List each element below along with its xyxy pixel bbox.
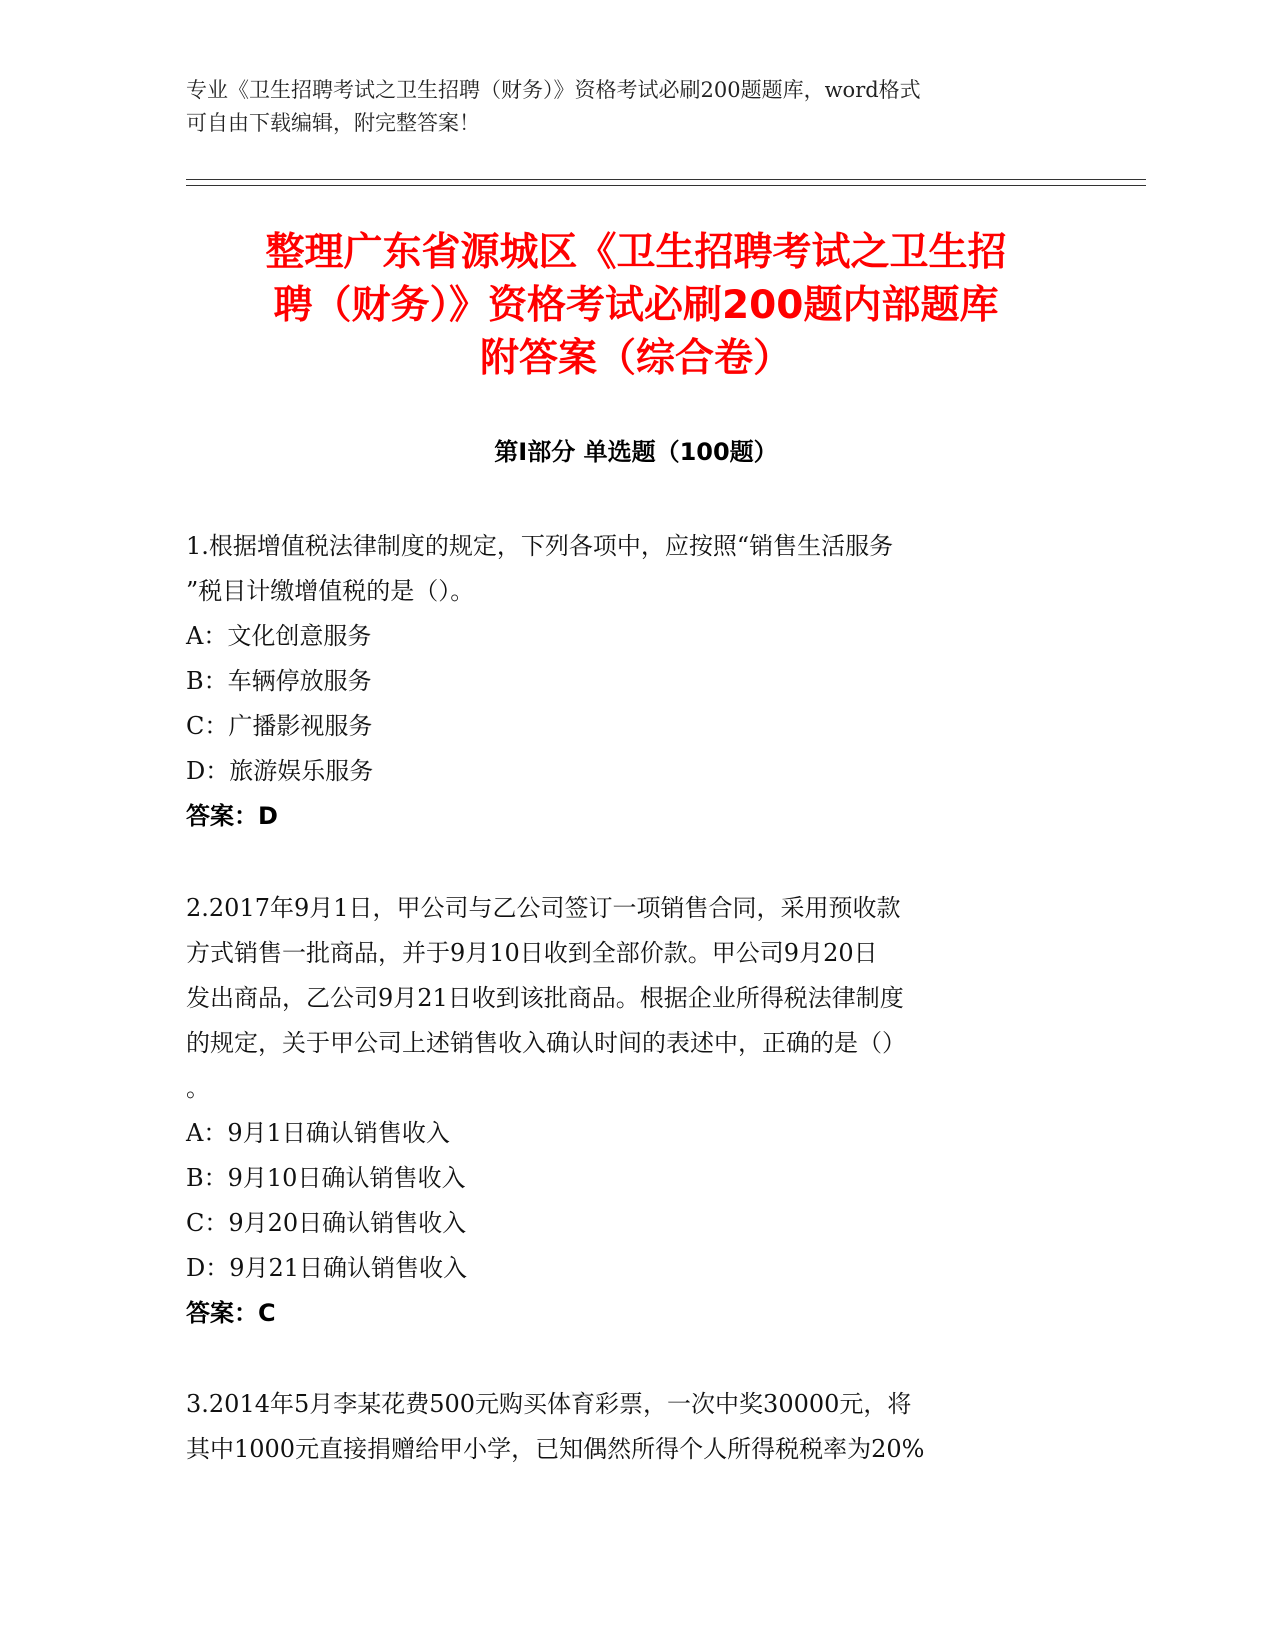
question-stem-line: 3.2014年5月李某花费500元购买体育彩票，一次中奖30000元，将 bbox=[186, 1390, 912, 1418]
option-b: B：9月10日确认销售收入 bbox=[186, 1164, 466, 1192]
option-c: C：9月20日确认销售收入 bbox=[186, 1209, 467, 1237]
title-line-1: 整理广东省源城区《卫生招聘考试之卫生招 bbox=[265, 230, 1007, 275]
header-divider-bottom bbox=[186, 185, 1146, 186]
section-heading: 第Ⅰ部分 单选题（100题） bbox=[494, 438, 778, 466]
question-2 bbox=[186, 886, 1066, 1336]
question-stem-line: 其中1000元直接捐赠给甲小学，已知偶然所得个人所得税税率为20% bbox=[186, 1435, 925, 1463]
intro-text bbox=[186, 74, 1066, 140]
question-3 bbox=[186, 1382, 1066, 1472]
option-a: A：9月1日确认销售收入 bbox=[186, 1119, 450, 1147]
answer: 答案：C bbox=[186, 1299, 276, 1327]
question-stem-line: 2.2017年9月1日，甲公司与乙公司签订一项销售合同，采用预收款 bbox=[186, 894, 901, 922]
question-stem-line: 。 bbox=[186, 1074, 210, 1102]
question-stem-line: ”税目计缴增值税的是（）。 bbox=[186, 577, 475, 605]
option-d: D：9月21日确认销售收入 bbox=[186, 1254, 468, 1282]
answer: 答案：D bbox=[186, 802, 278, 830]
option-b: B：车辆停放服务 bbox=[186, 667, 372, 695]
intro-line-2: 可自由下载编辑，附完整答案！ bbox=[186, 111, 480, 135]
question-stem-line: 发出商品，乙公司9月21日收到该批商品。根据企业所得税法律制度 bbox=[186, 984, 904, 1012]
question-stem-line: 1.根据增值税法律制度的规定，下列各项中，应按照“销售生活服务 bbox=[186, 532, 894, 560]
option-a: A：文化创意服务 bbox=[186, 622, 372, 650]
document-title bbox=[186, 226, 1086, 385]
option-c: C：广播影视服务 bbox=[186, 712, 373, 740]
header-divider-top bbox=[186, 179, 1146, 180]
question-stem-line: 方式销售一批商品，并于9月10日收到全部价款。甲公司9月20日 bbox=[186, 939, 878, 967]
intro-line-1: 专业《卫生招聘考试之卫生招聘（财务）》资格考试必刷200题题库，word格式 bbox=[186, 78, 921, 102]
question-1 bbox=[186, 524, 1066, 839]
option-d: D：旅游娱乐服务 bbox=[186, 757, 374, 785]
title-line-2: 聘（财务）》资格考试必刷200题内部题库 bbox=[273, 283, 999, 328]
title-line-3: 附答案（综合卷） bbox=[479, 336, 792, 381]
question-stem-line: 的规定，关于甲公司上述销售收入确认时间的表述中，正确的是（） bbox=[186, 1029, 906, 1057]
